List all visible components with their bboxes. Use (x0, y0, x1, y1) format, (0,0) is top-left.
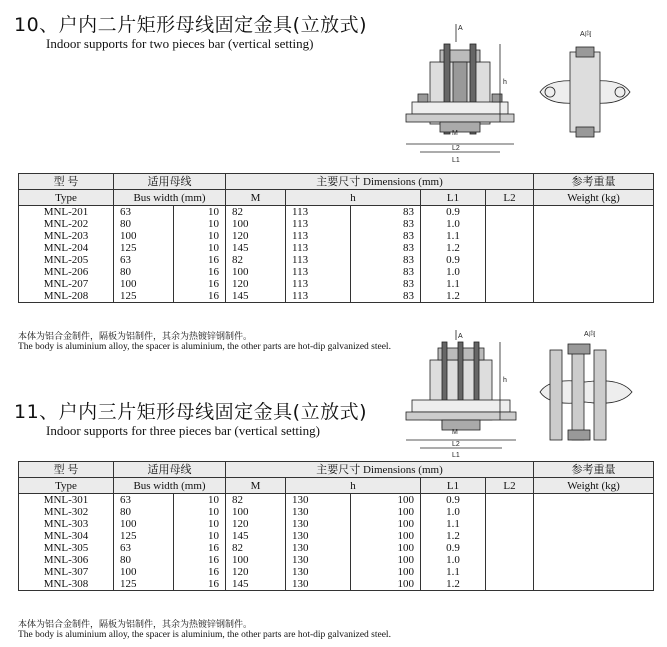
cell-h1: 113 (286, 206, 351, 219)
cell-bw2: 16 (174, 578, 226, 591)
cell-h2: 83 (351, 218, 421, 230)
cell-l2 (486, 290, 534, 303)
table-row (19, 578, 654, 591)
cell-w (534, 566, 654, 578)
cell-m: 82 (226, 254, 286, 266)
dim-l1-label: L1 (452, 157, 460, 164)
header-type-cn: 型 号 (19, 174, 114, 190)
cell-m: 82 (226, 206, 286, 219)
cell-bw1: 100 (114, 566, 174, 578)
cell-h1: 113 (286, 290, 351, 303)
cell-type: MNL-305 (19, 542, 114, 554)
cell-m: 82 (226, 494, 286, 507)
header-bus-en: Bus width (mm) (114, 190, 226, 206)
cell-bw1: 63 (114, 494, 174, 507)
cell-bw1: 63 (114, 542, 174, 554)
cell-l2 (486, 266, 534, 278)
cell-l1: 1.0 (421, 506, 486, 518)
material-note-cn: 本体为铝合金制件，隔板为铝制件，其余为热镀锌钢制件。 (18, 620, 253, 630)
cell-h2: 100 (351, 506, 421, 518)
cell-type: MNL-307 (19, 566, 114, 578)
table-row (19, 530, 654, 542)
cell-m: 145 (226, 578, 286, 591)
cell-l2 (486, 554, 534, 566)
section-subtitle: Indoor supports for three pieces bar (vertical setting) (46, 423, 320, 438)
header-bus-cn: 适用母线 (114, 174, 226, 190)
cell-l1: 1.1 (421, 230, 486, 242)
header-l2: L2 (486, 478, 534, 494)
cell-bw2: 16 (174, 254, 226, 266)
header-weight-en: Weight (kg) (534, 190, 654, 206)
cell-l2 (486, 278, 534, 290)
cell-type: MNL-301 (19, 494, 114, 507)
cell-h1: 113 (286, 278, 351, 290)
cell-type: MNL-201 (19, 206, 114, 219)
cell-h2: 100 (351, 566, 421, 578)
cell-w (534, 554, 654, 566)
dim-l2-label: L2 (452, 441, 460, 448)
cell-m: 145 (226, 290, 286, 303)
cell-l1: 1.1 (421, 566, 486, 578)
cell-w (534, 218, 654, 230)
header-l1: L1 (421, 190, 486, 206)
material-note-en: The body is aluminium alloy, the spacer is aluminium, the other parts are hot-dip galvanized steel. (18, 342, 391, 352)
table-row (19, 230, 654, 242)
cell-l2 (486, 578, 534, 591)
cell-h1: 130 (286, 566, 351, 578)
cell-bw1: 80 (114, 506, 174, 518)
cell-l1: 1.1 (421, 518, 486, 530)
support-drawing-two-bar (400, 22, 650, 172)
cell-bw2: 16 (174, 542, 226, 554)
cell-w (534, 206, 654, 219)
section-title: 10、户内二片矩形母线固定金具(立放式) (14, 14, 368, 36)
header-type-en: Type (19, 190, 114, 206)
cell-l2 (486, 218, 534, 230)
cell-h2: 83 (351, 266, 421, 278)
cell-l1: 0.9 (421, 494, 486, 507)
cell-m: 100 (226, 266, 286, 278)
cell-bw2: 16 (174, 566, 226, 578)
cell-h1: 130 (286, 578, 351, 591)
cell-h1: 113 (286, 218, 351, 230)
cell-bw1: 80 (114, 266, 174, 278)
cell-m: 145 (226, 530, 286, 542)
table-row (19, 542, 654, 554)
cell-l1: 1.2 (421, 530, 486, 542)
cell-l1: 1.2 (421, 290, 486, 303)
cell-type: MNL-202 (19, 218, 114, 230)
cell-type: MNL-206 (19, 266, 114, 278)
cell-bw1: 125 (114, 530, 174, 542)
cell-w (534, 578, 654, 591)
cell-m: 100 (226, 506, 286, 518)
header-dimensions: 主要尺寸 Dimensions (mm) (226, 174, 534, 190)
cell-bw1: 100 (114, 230, 174, 242)
cell-type: MNL-204 (19, 242, 114, 254)
table-row (19, 290, 654, 303)
cell-w (534, 278, 654, 290)
cell-w (534, 542, 654, 554)
cell-w (534, 290, 654, 303)
cell-h2: 100 (351, 542, 421, 554)
spec-table-two-bar (18, 173, 654, 303)
cell-bw2: 10 (174, 506, 226, 518)
dim-h-label: h (503, 79, 507, 86)
material-note-en: The body is aluminium alloy, the spacer is aluminium, the other parts are hot-dip galvanized steel. (18, 630, 391, 640)
cell-h2: 83 (351, 230, 421, 242)
cell-w (534, 242, 654, 254)
header-type-cn: 型 号 (19, 462, 114, 478)
view-label: A向 (580, 31, 592, 38)
dim-h-label: h (503, 377, 507, 384)
dim-m-label: M (452, 429, 458, 436)
cell-type: MNL-304 (19, 530, 114, 542)
header-bus-cn: 适用母线 (114, 462, 226, 478)
cell-l2 (486, 530, 534, 542)
cell-bw1: 125 (114, 290, 174, 303)
cell-bw1: 100 (114, 278, 174, 290)
cell-type: MNL-207 (19, 278, 114, 290)
cell-w (534, 494, 654, 507)
cell-l1: 0.9 (421, 206, 486, 219)
cell-w (534, 254, 654, 266)
header-h: h (286, 478, 421, 494)
cell-h2: 83 (351, 278, 421, 290)
table-row (19, 218, 654, 230)
header-weight-en: Weight (kg) (534, 478, 654, 494)
table-row (19, 266, 654, 278)
cell-h1: 130 (286, 554, 351, 566)
cell-l2 (486, 230, 534, 242)
cell-type: MNL-205 (19, 254, 114, 266)
cell-w (534, 230, 654, 242)
table-row (19, 242, 654, 254)
cell-bw2: 10 (174, 218, 226, 230)
cell-l1: 1.1 (421, 278, 486, 290)
cell-h2: 83 (351, 254, 421, 266)
cell-w (534, 518, 654, 530)
cell-h1: 130 (286, 494, 351, 507)
cell-type: MNL-208 (19, 290, 114, 303)
cell-m: 82 (226, 542, 286, 554)
cell-w (534, 506, 654, 518)
cell-bw1: 63 (114, 206, 174, 219)
dim-l2-label: L2 (452, 145, 460, 152)
cell-m: 100 (226, 218, 286, 230)
cell-h2: 100 (351, 530, 421, 542)
header-m: M (226, 478, 286, 494)
header-m: M (226, 190, 286, 206)
cell-h1: 113 (286, 230, 351, 242)
cell-bw1: 80 (114, 554, 174, 566)
cell-bw2: 16 (174, 554, 226, 566)
cell-l2 (486, 506, 534, 518)
cell-h2: 100 (351, 518, 421, 530)
support-drawing-three-bar (400, 330, 650, 460)
cell-bw2: 10 (174, 494, 226, 507)
cell-bw2: 10 (174, 230, 226, 242)
header-l2: L2 (486, 190, 534, 206)
table-row (19, 278, 654, 290)
view-label: A向 (584, 331, 596, 338)
cell-bw2: 10 (174, 242, 226, 254)
header-type-en: Type (19, 478, 114, 494)
dim-m-label: M (452, 130, 458, 137)
cell-h2: 100 (351, 578, 421, 591)
cell-m: 145 (226, 242, 286, 254)
cell-h1: 113 (286, 242, 351, 254)
dim-l1-label: L1 (452, 452, 460, 459)
header-weight-cn: 参考重量 (534, 462, 654, 478)
table-row (19, 554, 654, 566)
arrow-label: A (458, 25, 463, 32)
cell-l1: 1.0 (421, 266, 486, 278)
header-h: h (286, 190, 421, 206)
cell-h1: 113 (286, 266, 351, 278)
cell-l1: 1.0 (421, 554, 486, 566)
cell-h1: 130 (286, 530, 351, 542)
cell-h2: 83 (351, 242, 421, 254)
cell-bw1: 100 (114, 518, 174, 530)
cell-l1: 1.2 (421, 242, 486, 254)
cell-h1: 130 (286, 518, 351, 530)
cell-type: MNL-308 (19, 578, 114, 591)
table-row (19, 566, 654, 578)
section-title: 11、户内三片矩形母线固定金具(立放式) (14, 401, 368, 423)
cell-bw2: 16 (174, 290, 226, 303)
cell-w (534, 530, 654, 542)
cell-l1: 1.2 (421, 578, 486, 591)
cell-bw2: 16 (174, 278, 226, 290)
cell-h2: 100 (351, 554, 421, 566)
header-weight-cn: 参考重量 (534, 174, 654, 190)
cell-type: MNL-303 (19, 518, 114, 530)
cell-bw1: 125 (114, 242, 174, 254)
cell-h1: 113 (286, 254, 351, 266)
cell-l2 (486, 566, 534, 578)
cell-type: MNL-306 (19, 554, 114, 566)
cell-bw2: 10 (174, 530, 226, 542)
cell-h2: 83 (351, 290, 421, 303)
cell-h2: 83 (351, 206, 421, 219)
cell-m: 120 (226, 278, 286, 290)
cell-h2: 100 (351, 494, 421, 507)
cell-m: 120 (226, 230, 286, 242)
spec-table-three-bar (18, 461, 654, 591)
material-note-cn: 本体为铝合金制件，隔板为铝制件，其余为热镀锌钢制件。 (18, 332, 253, 342)
cell-bw1: 125 (114, 578, 174, 591)
table-row (19, 254, 654, 266)
cell-m: 120 (226, 518, 286, 530)
cell-l2 (486, 242, 534, 254)
table-row (19, 518, 654, 530)
cell-type: MNL-302 (19, 506, 114, 518)
cell-l2 (486, 542, 534, 554)
cell-l1: 0.9 (421, 542, 486, 554)
header-dimensions: 主要尺寸 Dimensions (mm) (226, 462, 534, 478)
cell-l1: 1.0 (421, 218, 486, 230)
cell-w (534, 266, 654, 278)
cell-l1: 0.9 (421, 254, 486, 266)
cell-bw2: 10 (174, 206, 226, 219)
header-l1: L1 (421, 478, 486, 494)
cell-m: 120 (226, 566, 286, 578)
table-row (19, 506, 654, 518)
cell-l2 (486, 518, 534, 530)
cell-h1: 130 (286, 542, 351, 554)
header-bus-en: Bus width (mm) (114, 478, 226, 494)
cell-h1: 130 (286, 506, 351, 518)
cell-type: MNL-203 (19, 230, 114, 242)
cell-m: 100 (226, 554, 286, 566)
table-row (19, 494, 654, 507)
table-row (19, 206, 654, 219)
cell-l2 (486, 254, 534, 266)
arrow-label: A (458, 333, 463, 340)
cell-l2 (486, 206, 534, 219)
cell-bw1: 80 (114, 218, 174, 230)
cell-bw2: 10 (174, 518, 226, 530)
cell-l2 (486, 494, 534, 507)
cell-bw1: 63 (114, 254, 174, 266)
section-subtitle: Indoor supports for two pieces bar (vertical setting) (46, 36, 314, 51)
cell-bw2: 16 (174, 266, 226, 278)
